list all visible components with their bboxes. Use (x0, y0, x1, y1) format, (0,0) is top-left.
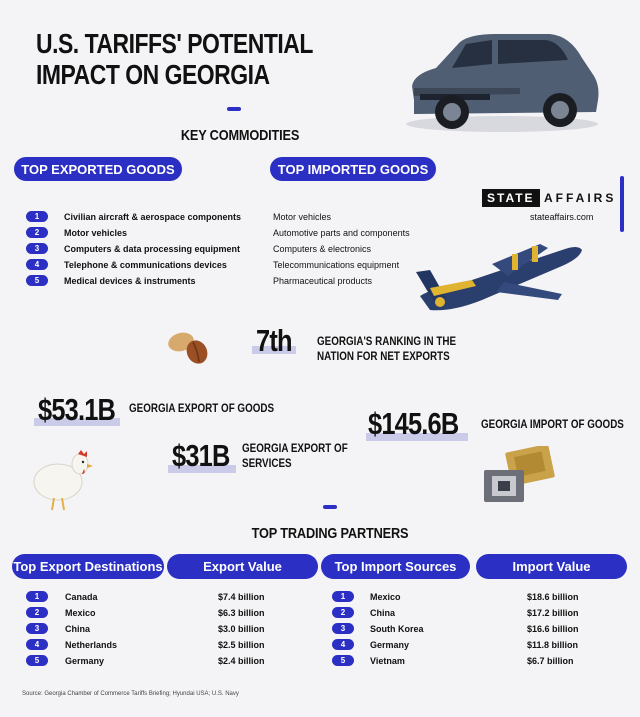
list-item: Computers & data processing equipment (64, 244, 241, 254)
import-value: $17.2 billion (527, 608, 579, 618)
list-item: Telecommunications equipment (273, 260, 400, 270)
microchip-image (478, 446, 562, 508)
rank-badge: 4 (26, 259, 48, 270)
export-goods-label: GEORGIA EXPORT OF GOODS (129, 401, 275, 415)
export-services-value: $31B (172, 438, 230, 473)
rank-badge: 1 (26, 211, 48, 222)
import-goods-value: $145.6B (368, 406, 459, 441)
state-affairs-url: stateaffairs.com (530, 212, 594, 222)
ranking-value: 7th (256, 323, 292, 358)
ranking-label: GEORGIA'S RANKING IN THE NATION FOR NET EXPORTS (317, 334, 457, 363)
export-value: $2.4 billion (218, 656, 265, 666)
import-source: China (370, 608, 396, 618)
rank-badge: 1 (26, 591, 48, 602)
export-value: $7.4 billion (218, 592, 265, 602)
column-header: Export Value (167, 554, 318, 579)
rank-badge: 4 (332, 639, 354, 650)
section-divider (227, 107, 241, 111)
rank-badge: 5 (26, 655, 48, 666)
rank-badge: 5 (332, 655, 354, 666)
rank-badge: 2 (332, 607, 354, 618)
import-goods-label: GEORGIA IMPORT OF GOODS (481, 417, 624, 431)
export-services-label: GEORGIA EXPORT OF SERVICES (242, 441, 348, 470)
rank-badge: 3 (332, 623, 354, 634)
car-image (400, 28, 605, 136)
section-divider (323, 505, 337, 509)
top-exported-goods-label: TOP EXPORTED GOODS (14, 157, 182, 181)
import-source: Vietnam (370, 656, 405, 666)
list-item: Telephone & communications devices (64, 260, 227, 270)
accent-bar (620, 176, 624, 232)
export-destination: Netherlands (65, 640, 118, 650)
import-source: Germany (370, 640, 410, 650)
list-item: Motor vehicles (64, 228, 128, 238)
rank-badge: 2 (26, 607, 48, 618)
top-imported-goods-label: TOP IMPORTED GOODS (270, 157, 436, 181)
export-destination: Mexico (65, 608, 96, 618)
chicken-image (28, 444, 98, 514)
column-header: Top Import Sources (321, 554, 470, 579)
import-source: Mexico (370, 592, 401, 602)
export-destination: Canada (65, 592, 98, 602)
rank-badge: 4 (26, 639, 48, 650)
rank-badge: 5 (26, 275, 48, 286)
rank-badge: 3 (26, 623, 48, 634)
column-header: Import Value (476, 554, 627, 579)
column-header: Top Export Destinations (12, 554, 164, 579)
state-affairs-logo: STATE AFFAIRS (482, 189, 616, 207)
list-item: Computers & electronics (273, 244, 372, 254)
peanut-image (165, 328, 213, 366)
import-value: $16.6 billion (527, 624, 579, 634)
import-source: South Korea (370, 624, 424, 634)
list-item: Pharmaceutical products (273, 276, 373, 286)
airplane-image (412, 236, 587, 316)
page-title: U.S. TARIFFS' POTENTIAL IMPACT ON GEORGIA (36, 28, 313, 90)
export-destination: China (65, 624, 91, 634)
list-item: Civilian aircraft & aerospace components (64, 212, 242, 222)
export-goods-value: $53.1B (38, 392, 116, 427)
source-footnote: Source: Georgia Chamber of Commerce Tariffs Briefing; Hyundai USA; U.S. Navy (22, 691, 239, 697)
export-value: $2.5 billion (218, 640, 265, 650)
list-item: Automotive parts and components (273, 228, 410, 238)
import-value: $18.6 billion (527, 592, 579, 602)
top-trading-partners-heading: TOP TRADING PARTNERS (251, 525, 409, 542)
export-value: $3.0 billion (218, 624, 265, 634)
import-value: $11.8 billion (527, 640, 579, 650)
key-commodities-heading: KEY COMMODITIES (180, 127, 300, 144)
export-value: $6.3 billion (218, 608, 265, 618)
list-item: Motor vehicles (273, 212, 332, 222)
rank-badge: 3 (26, 243, 48, 254)
export-destination: Germany (65, 656, 105, 666)
rank-badge: 1 (332, 591, 354, 602)
import-value: $6.7 billion (527, 656, 574, 666)
rank-badge: 2 (26, 227, 48, 238)
list-item: Medical devices & instruments (64, 276, 196, 286)
